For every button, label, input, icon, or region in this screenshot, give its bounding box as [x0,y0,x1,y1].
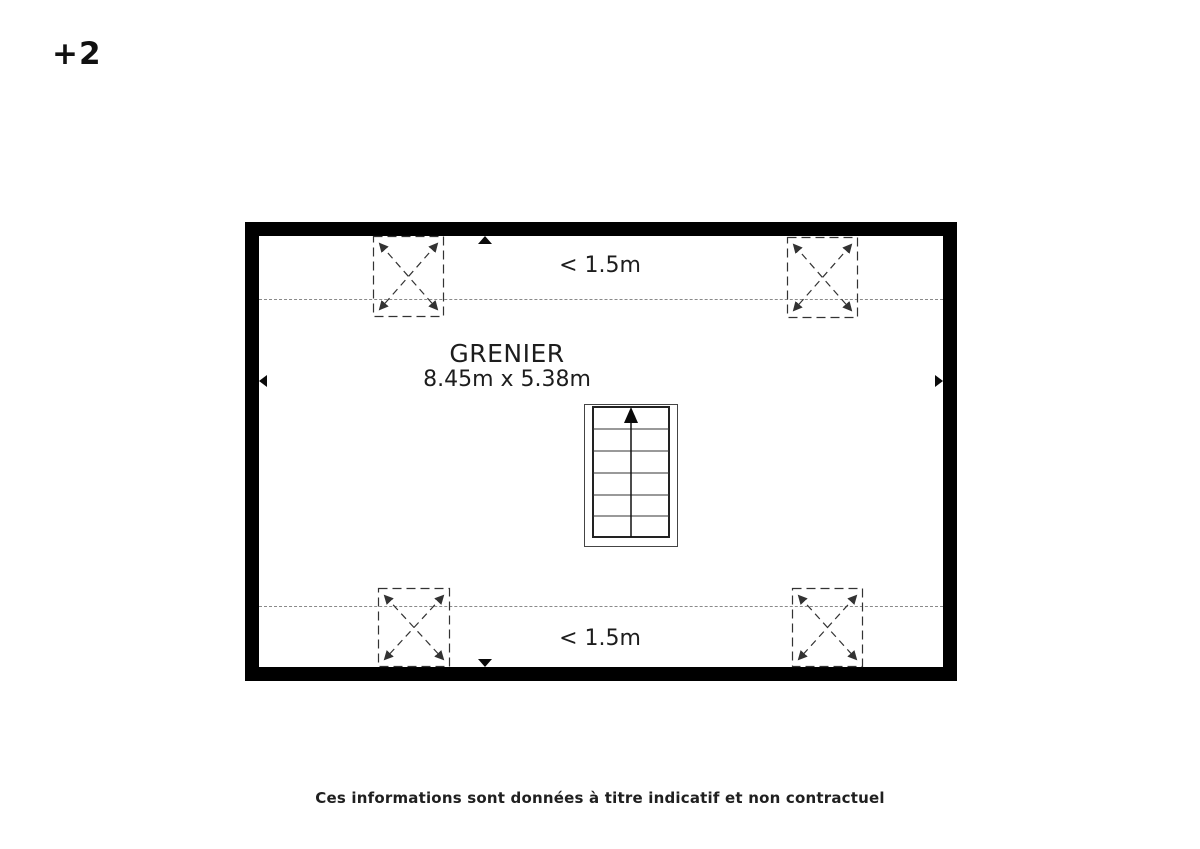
roof-window-icon-top-right [787,237,858,318]
roof-window-icon-bottom-right [792,588,863,667]
roof-window-icon-top-left [373,236,444,317]
floor-level-label: +2 [52,36,102,72]
roof-window-icon-bottom-left [378,588,450,667]
footer-disclaimer-text: Ces informations sont données à titre indicatif et non contractuel [315,789,885,807]
ceiling-height-label-bottom: < 1.5m [559,626,641,651]
extent-marker-up-icon [478,236,492,244]
room-dimensions-label: 8.45m x 5.38m [423,367,591,392]
extent-marker-down-icon [478,659,492,667]
floor-plan-interior [259,236,943,667]
ceiling-height-label-top: < 1.5m [559,253,641,278]
extent-marker-right-icon [935,375,943,387]
stair-up-arrow-icon [624,407,638,423]
room-name-label: GRENIER [449,339,565,368]
floor-plan-outline [245,222,957,681]
extent-marker-left-icon [259,375,267,387]
staircase-icon [584,404,678,547]
